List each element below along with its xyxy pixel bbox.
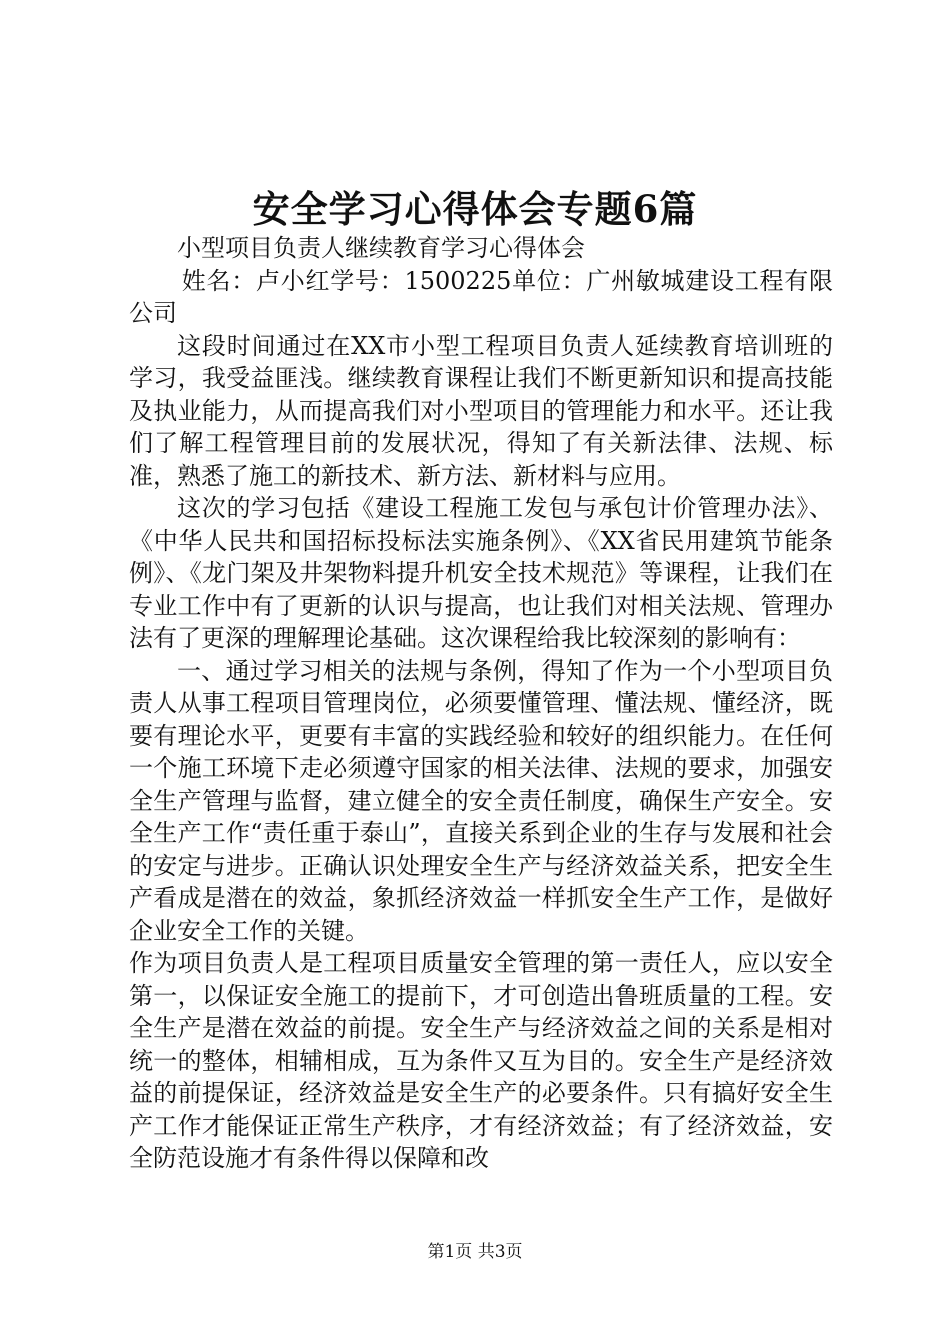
subtitle-paragraph: 小型项目负责人继续教育学习心得体会 xyxy=(177,234,585,262)
body-paragraph: 这段时间通过在XX市小型工程项目负责人延续教育培训班的学习，我受益匪浅。继续教育课程让我们不断更新知识和提高技能及执业能力，从而提高我们对小型项目的管理能力和水平。还让我们了解工程管理目前的发展状况，得知了有关新法律、法规、标准，熟悉了施工的新技术、新方法、新材料与应用。 xyxy=(129,331,833,490)
document-body xyxy=(129,232,833,1175)
document-title: 安全学习心得体会专题6篇 xyxy=(252,187,698,231)
body-paragraph: 一、通过学习相关的法规与条例，得知了作为一个小型项目负责人从事工程项目管理岗位，必须要懂管理、懂法规、懂经济，既要有理论水平，更要有丰富的实践经验和较好的组织能力。在任何一个施工环境下走必须遵守国家的相关法律、法规的要求，加强安全生产管理与监督，建立健全的安全责任制度，确保生产安全。安全生产工作“责任重于泰山”，直接关系到企业的生存与发展和社会的安定与进步。正确认识处理安全生产与经济效益关系，把安全生产看成是潜在的效益，象抓经济效益一样抓安全生产工作，是做好企业安全工作的关键。 xyxy=(129,656,833,945)
author-info-paragraph: 姓名：卢小红学号：1500225单位：广州敏城建设工程有限公司 xyxy=(129,266,833,327)
body-paragraph: 这次的学习包括《建设工程施工发包与承包计价管理办法》、《中华人民共和国招标投标法实施条例》、《XX省民用建筑节能条例》、《龙门架及井架物料提升机安全技术规范》等课程，让我们在专业工作中有了更新的认识与提高，也让我们对相关法规、管理办法有了更深的理解理论基础。这次课程给我比较深刻的影响有： xyxy=(129,494,833,652)
body-paragraph: 作为项目负责人是工程项目质量安全管理的第一责任人，应以安全第一，以保证安全施工的提前下，才可创造出鲁班质量的工程。安全生产是潜在效益的前提。安全生产与经济效益之间的关系是相对统一的整体，相辅相成，互为条件又互为目的。安全生产是经济效益的前提保证，经济效益是安全生产的必要条件。只有搞好安全生产工作才能保证正常生产秩序，才有经济效益；有了经济效益，安全防范设施才有条件得以保障和改 xyxy=(129,949,833,1172)
page-footer: 第1页 共3页 xyxy=(427,1242,523,1262)
